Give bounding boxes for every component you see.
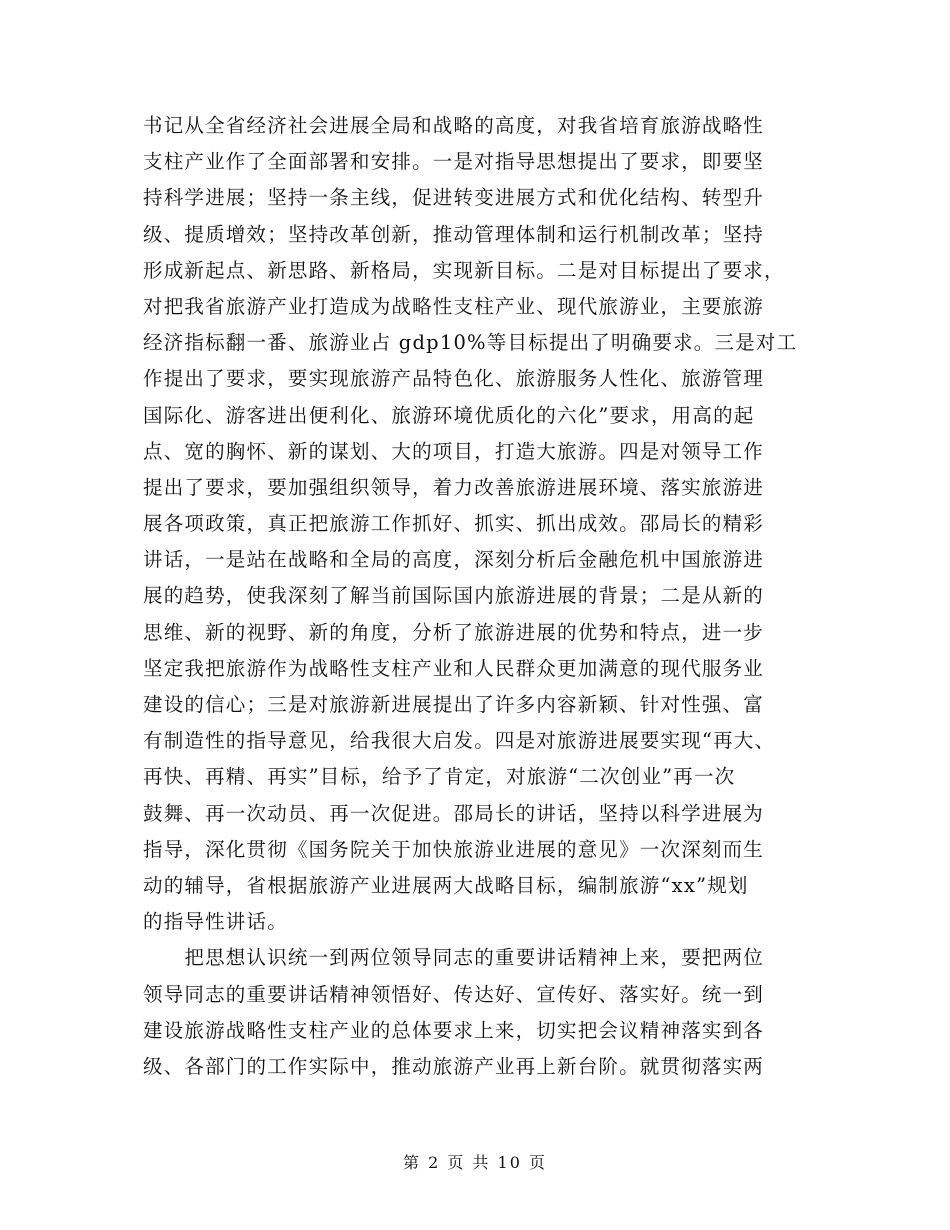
text-line: 动的辅导，省根据旅游产业进展两大战略目标，编制旅游“xx”规划 (143, 873, 749, 897)
text-line: 坚定我把旅游作为战略性支柱产业和人民群众更加满意的现代服务业 (143, 656, 765, 680)
page-footer: 第 2 页 共 10 页 (403, 1153, 547, 1172)
text-line: 再快、再精、再实”目标，给予了肯定，对旅游“二次创业”再一次 (143, 765, 736, 789)
text-line: 书记从全省经济社会进展全局和战略的高度，对我省培育旅游战略性 (143, 114, 765, 137)
text-line: 国际化、游客进出便利化、旅游环境优质化的六化”要求，用高的起 (143, 403, 755, 427)
text-line: 级、各部门的工作实际中，推动旅游产业再上新台阶。就贯彻落实两 (143, 1054, 765, 1078)
text-line: 作提出了要求，要实现旅游产品特色化、旅游服务人性化、旅游管理 (143, 367, 765, 391)
text-line: 对把我省旅游产业打造成为战略性支柱产业、现代旅游业，主要旅游 (143, 294, 765, 318)
text-line: 级、提质增效；坚持改革创新，推动管理体制和运行机制改革；坚持 (143, 222, 765, 246)
text-line: 展各项政策，真正把旅游工作抓好、抓实、抓出成效。邵局长的精彩 (143, 512, 765, 536)
text-line: 提出了要求，要加强组织领导，着力改善旅游进展环境、落实旅游进 (143, 475, 765, 499)
text-line: 经济指标翻一番、旅游业占 gdp10%等目标提出了明确要求。三是对工 (143, 331, 798, 355)
text-line: 把思想认识统一到两位领导同志的重要讲话精神上来，要把两位 (143, 946, 765, 970)
text-line: 讲话，一是站在战略和全局的高度，深刻分析后金融危机中国旅游进 (143, 548, 765, 572)
text-line: 的指导性讲话。 (143, 910, 288, 934)
text-line: 支柱产业作了全面部署和安排。一是对指导思想提出了要求，即要坚 (143, 150, 765, 174)
text-line: 有制造性的指导意见，给我很大启发。四是对旅游进展要实现“再大、 (143, 729, 776, 753)
text-line: 思维、新的视野、新的角度，分析了旅游进展的优势和特点，进一步 (143, 620, 765, 644)
text-line: 点、宽的胸怀、新的谋划、大的项目，打造大旅游。四是对领导工作 (143, 439, 765, 463)
text-line: 指导，深化贯彻《国务院关于加快旅游业进展的意见》一次深刻而生 (143, 837, 765, 861)
text-line: 形成新起点、新思路、新格局，实现新目标。二是对目标提出了要求， (143, 258, 785, 282)
text-line: 领导同志的重要讲话精神领悟好、传达好、宣传好、落实好。统一到 (143, 982, 765, 1006)
text-line: 持科学进展；坚持一条主线，促进转变进展方式和优化结构、转型升 (143, 186, 765, 210)
text-line: 鼓舞、再一次动员、再一次促进。邵局长的讲话，坚持以科学进展为 (143, 801, 765, 825)
text-line: 展的趋势，使我深刻了解当前国际国内旅游进展的背景；二是从新的 (143, 584, 765, 608)
body-text (143, 108, 813, 1085)
text-line: 建设的信心；三是对旅游新进展提出了许多内容新颖、针对性强、富 (143, 693, 765, 716)
text-line: 建设旅游战略性支柱产业的总体要求上来，切实把会议精神落实到各 (143, 1018, 765, 1042)
